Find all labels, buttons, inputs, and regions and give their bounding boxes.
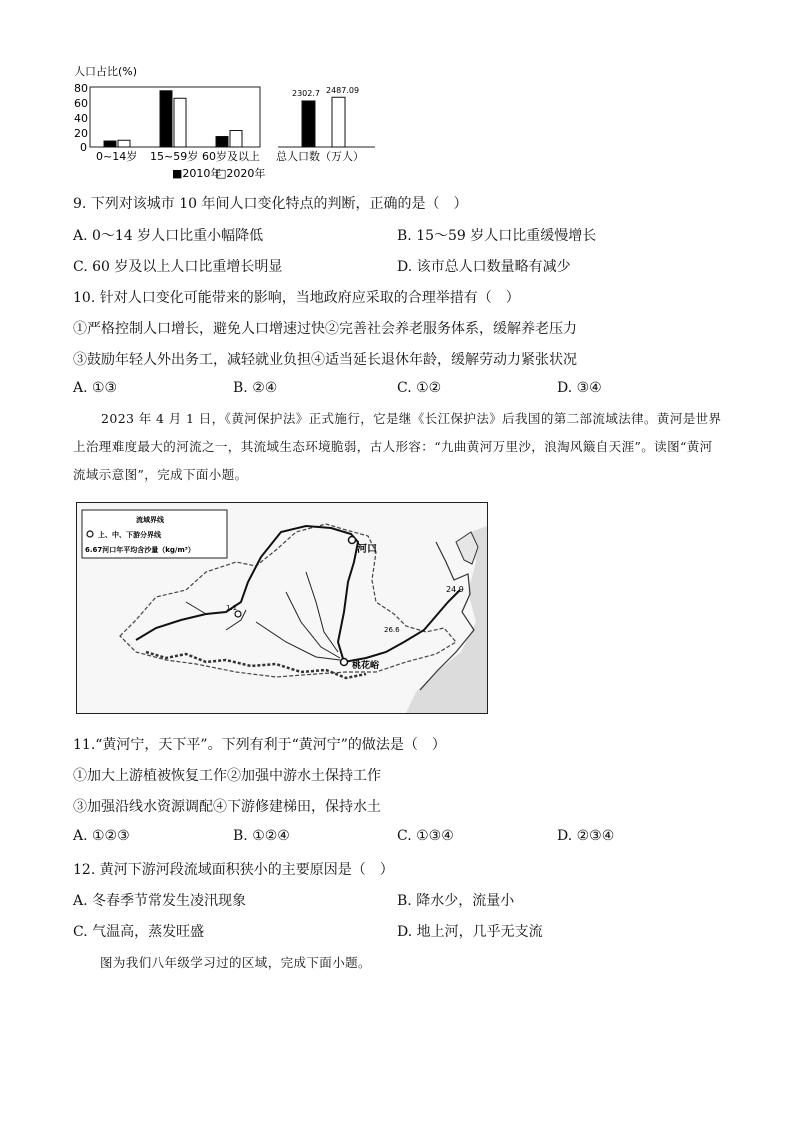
yellow-river-map (76, 502, 488, 714)
bar-60岁及以上-2020年 (230, 131, 242, 148)
next-section-intro: 图为我们八年级学习过的区域，完成下面小题。 (100, 955, 371, 970)
reading-passage: 2023 年 4 月 1 日，《黄河保护法》正式施行，它是继《长江保护法》后我国的第二部流域法律。黄河是世界上治理难度最大的河流之一，其流域生态环境脆弱，古人形容：“九曲黄河万里沙，浪淘风簸自天涯”。读图“黄河流域示意图”，完成下面小题。 (73, 411, 722, 482)
bar-total-2010年 (302, 101, 315, 147)
q11-option-d[interactable]: D. ②③④ (557, 828, 615, 844)
total-label-2020: 2487.09 (326, 86, 360, 95)
q10-option-b[interactable]: B. ②④ (233, 380, 278, 396)
y-tick-label: 80 (74, 82, 88, 95)
bar-15~59岁-2020年 (174, 98, 186, 147)
population-chart (70, 62, 380, 187)
q10-statement-2: ③鼓励年轻人外出务工，减轻就业负担④适当延长退休年龄，缓解劳动力紧张状况 (73, 352, 577, 368)
q12-option-b[interactable]: B. 降水少，流量小 (397, 893, 515, 909)
legend-circle-icon (87, 531, 93, 537)
q10-option-d[interactable]: D. ③④ (557, 380, 602, 396)
x-tick-label: 60岁及以上 (202, 150, 260, 163)
q9-option-c[interactable]: C. 60 岁及以上人口比重增长明显 (73, 259, 283, 275)
q9-stem: 9. 下列对该城市 10 年间人口变化特点的判断，正确的是（ ） (73, 196, 468, 212)
label-sediment-upper: 1.1 (226, 604, 238, 612)
bar-total-2020年 (332, 97, 345, 147)
label-hekou: 河口 (357, 544, 377, 555)
y-tick-label: 40 (74, 112, 88, 125)
label-sediment-estuary: 24.9 (446, 585, 464, 594)
label-sediment-lower: 26.6 (384, 626, 400, 634)
legend-sediment: 6.67河口年平均含沙量（kg/m³） (85, 546, 195, 554)
chart-ylabel: 人口占比(%) (74, 65, 138, 78)
y-tick-label: 20 (74, 127, 88, 140)
legend-2010: ■2010年 (172, 167, 222, 180)
q9-option-a[interactable]: A. 0～14 岁人口比重小幅降低 (73, 228, 264, 244)
q11-stem: 11.“黄河宁，天下平”。下列有利于“黄河宁”的做法是（ ） (73, 737, 446, 753)
bar-0~14岁-2010年 (104, 141, 116, 147)
legend-2020: □2020年 (216, 167, 266, 180)
q10-stem: 10. 针对人口变化可能带来的影响，当地政府应采取的合理举措有（ ） (73, 290, 520, 306)
q10-statement-1: ①严格控制人口增长，避免人口增速过快②完善社会养老服务体系，缓解养老压力 (73, 321, 577, 337)
x-tick-label: 0~14岁 (96, 150, 138, 163)
total-label-2010: 2302.7 (292, 89, 320, 98)
q10-option-a[interactable]: A. ①③ (73, 380, 118, 396)
q11-option-b[interactable]: B. ①②④ (233, 828, 290, 844)
q9-option-b[interactable]: B. 15～59 岁人口比重缓慢增长 (397, 228, 597, 244)
bar-0~14岁-2020年 (118, 140, 130, 147)
q11-option-c[interactable]: C. ①③④ (397, 828, 454, 844)
division-taohuayu (341, 659, 348, 666)
division-hekou (349, 537, 356, 544)
x-tick-label: 总人口数（万人） (276, 150, 364, 163)
y-tick-label: 60 (74, 97, 88, 110)
q12-option-a[interactable]: A. 冬春季节常发生凌汛现象 (73, 893, 247, 909)
legend-division: 上、中、下游分界线 (98, 531, 161, 539)
q12-option-c[interactable]: C. 气温高，蒸发旺盛 (73, 924, 205, 940)
bar-60岁及以上-2010年 (216, 137, 228, 148)
label-taohuayu: 桃花峪 (352, 661, 380, 671)
y-ticks (74, 82, 88, 154)
q11-statement-2: ③加强沿线水资源调配④下游修建梯田，保持水土 (73, 799, 381, 815)
q12-option-d[interactable]: D. 地上河，几乎无支流 (397, 924, 543, 940)
bar-15~59岁-2010年 (160, 91, 172, 147)
q11-option-a[interactable]: A. ①②③ (73, 828, 130, 844)
q12-stem: 12. 黄河下游河段流域面积狭小的主要原因是（ ） (73, 862, 394, 878)
x-tick-label: 15~59岁 (150, 150, 199, 163)
y-tick-label: 0 (80, 141, 87, 154)
q11-statement-1: ①加大上游植被恢复工作②加强中游水土保持工作 (73, 768, 381, 784)
q9-option-d[interactable]: D. 该市总人口数量略有减少 (397, 259, 571, 275)
q10-option-c[interactable]: C. ①② (397, 380, 442, 396)
legend-boundary: 流域界线 (136, 516, 164, 524)
